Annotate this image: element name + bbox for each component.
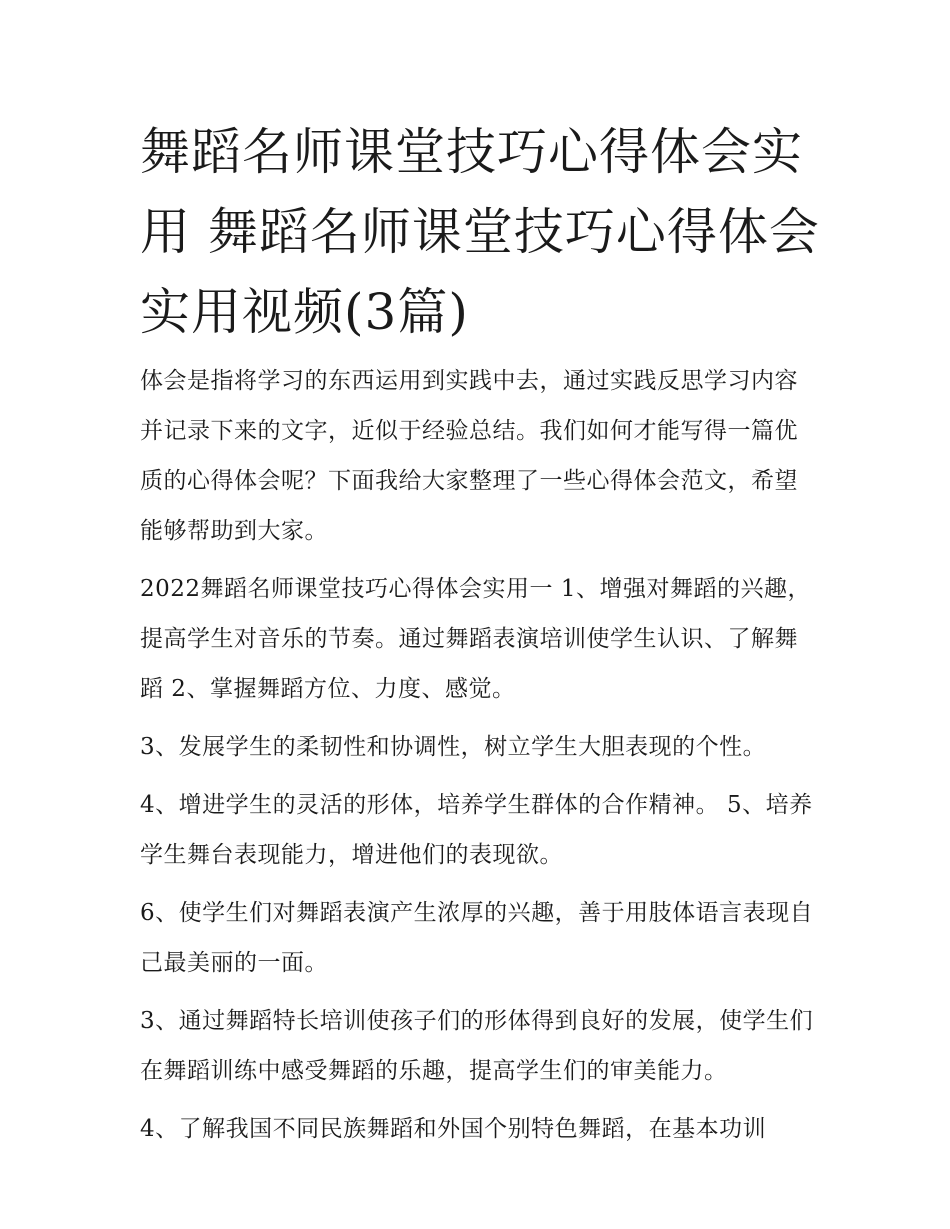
paragraph-goal-3: 3、通过舞蹈特长培训使孩子们的形体得到良好的发展，使学生们在舞蹈训练中感受舞蹈的乐趣，提高学生们的审美能力。 bbox=[140, 1008, 814, 1084]
paragraph-intro: 体会是指将学习的东西运用到实践中去，通过实践反思学习内容并记录下来的文字，近似于经验总结。我们如何才能写得一篇优质的心得体会呢？下面我给大家整理了一些心得体会范文，希望能够帮助到大家。 bbox=[140, 368, 798, 544]
paragraph-goal-4: 4、了解我国不同民族舞蹈和外国个别特色舞蹈，在基本功训 bbox=[140, 1116, 767, 1142]
paragraph-item-4-5: 4、增进学生的灵活的形体，培养学生群体的合作精神。 5、培养学生舞台表现能力，增进他们的表现欲。 bbox=[140, 792, 813, 868]
paragraph-item-1-2: 2022舞蹈名师课堂技巧心得体会实用一 1、增强对舞蹈的兴趣，提高学生对音乐的节奏。通过舞蹈表演培训使学生认识、了解舞蹈 2、掌握舞蹈方位、力度、感觉。 bbox=[140, 576, 811, 702]
document-title: 舞蹈名师课堂技巧心得体会实用 舞蹈名师课堂技巧心得体会实用视频(3篇) bbox=[140, 123, 820, 341]
document-body bbox=[140, 356, 820, 1162]
paragraph-item-6: 6、使学生们对舞蹈表演产生浓厚的兴趣，善于用肢体语言表现自己最美丽的一面。 bbox=[140, 900, 814, 976]
paragraph-item-3: 3、发展学生的柔韧性和协调性，树立学生大胆表现的个性。 bbox=[140, 734, 767, 760]
